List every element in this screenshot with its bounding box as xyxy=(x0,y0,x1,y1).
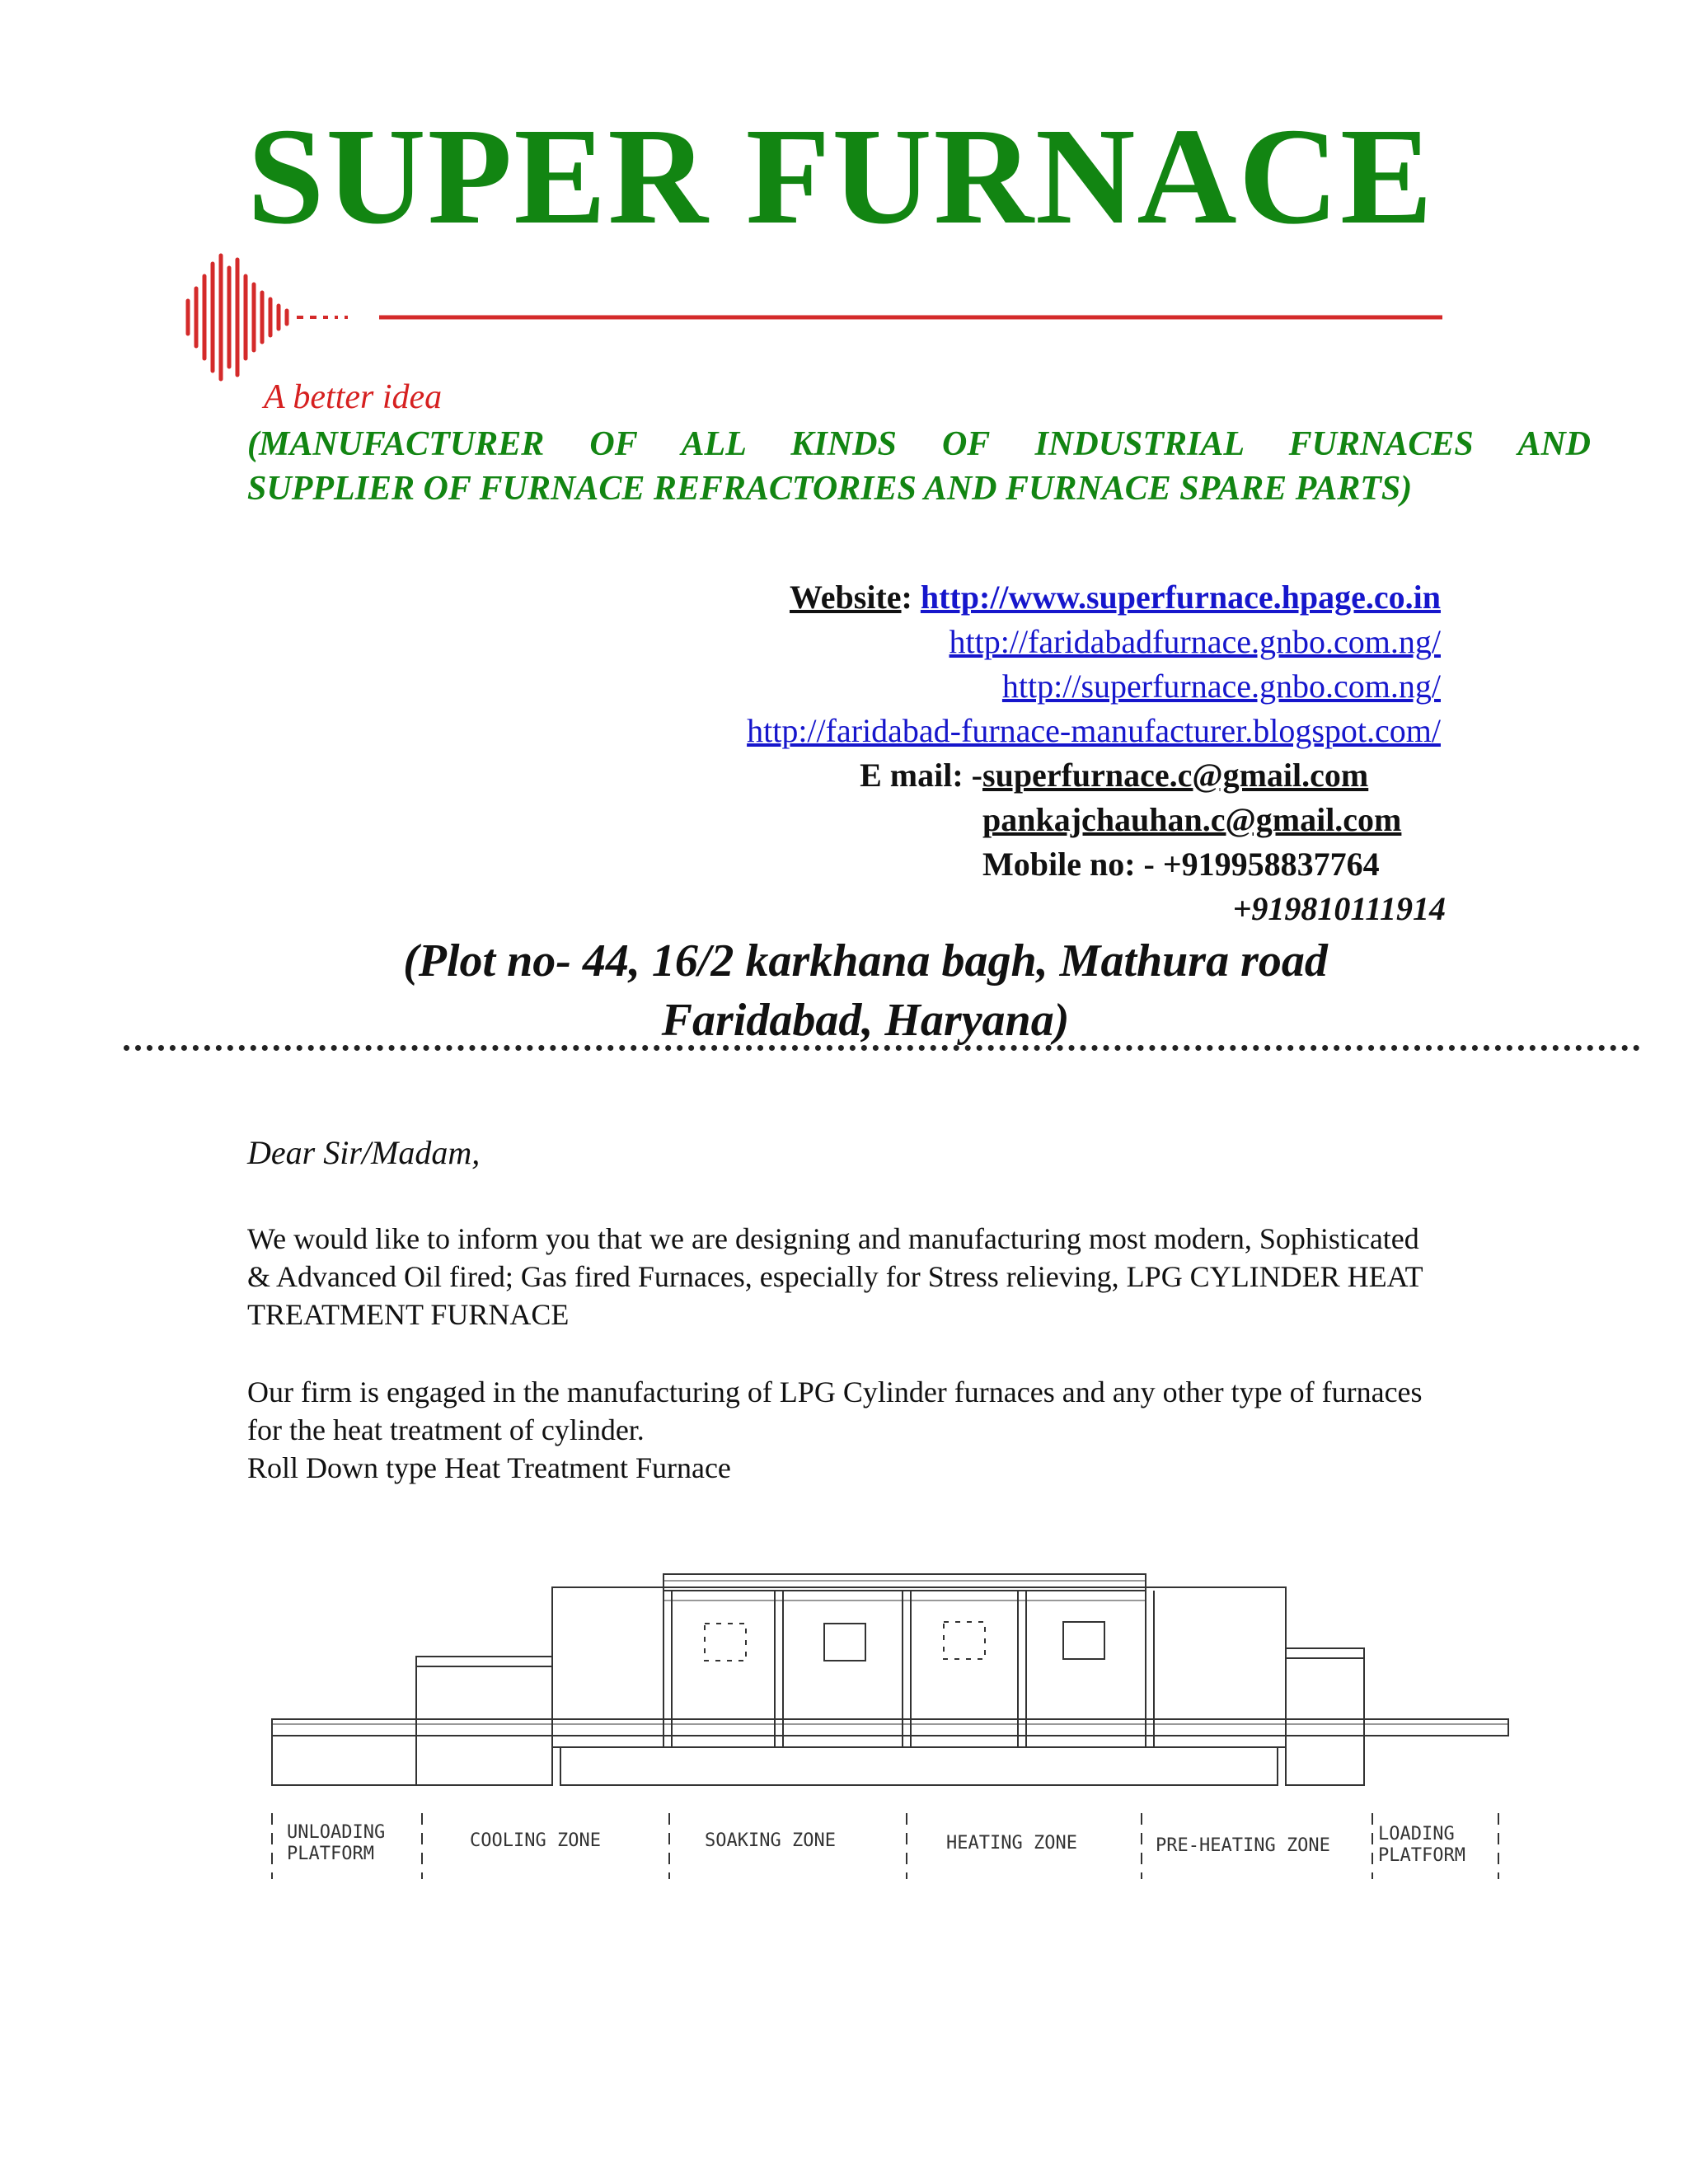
email-label: E mail: - xyxy=(860,757,982,794)
mobile-label: Mobile no: - xyxy=(982,846,1163,883)
website-link-1[interactable]: http://www.superfurnace.hpage.co.in xyxy=(920,579,1441,616)
zone-label-heating: HEATING ZONE xyxy=(946,1833,1077,1854)
zone-label-preheating: PRE-HEATING ZONE xyxy=(1156,1835,1330,1856)
paragraph-1-line-3: TREATMENT FURNACE xyxy=(247,1298,570,1331)
paragraph-2 xyxy=(247,1373,1591,1487)
furnace-outline xyxy=(272,1574,1508,1879)
email-2[interactable]: pankajchauhan.c@gmail.com xyxy=(982,801,1402,838)
address xyxy=(0,931,1688,1050)
mobile-row xyxy=(982,842,1401,887)
contact-block xyxy=(747,575,1441,753)
website-row xyxy=(747,575,1441,620)
emails-block xyxy=(982,753,1401,887)
mobile-2: +919810111914 xyxy=(1232,890,1446,927)
website-label: Website xyxy=(789,579,902,616)
paragraph-1-line-1: We would like to inform you that we are designing and manufacturing most modern, Sophisticated xyxy=(247,1222,1419,1255)
zone-label-cooling: COOLING ZONE xyxy=(470,1830,601,1851)
furnace-diagram xyxy=(247,1533,1533,1896)
company-title: SUPER FURNACE xyxy=(247,100,1435,253)
dotted-divider xyxy=(124,1045,1640,1051)
address-line-1: (Plot no- 44, 16/2 karkhana bagh, Mathura road xyxy=(403,935,1328,987)
mobile-1: +919958837764 xyxy=(1162,846,1380,883)
soundwave-logo-icon xyxy=(181,251,1451,383)
zone-label-unloading-1: UNLOADING xyxy=(287,1822,386,1843)
zone-label-loading-1: LOADING xyxy=(1378,1824,1455,1844)
paragraph-2-line-1: Our firm is engaged in the manufacturing of LPG Cylinder furnaces and any other type of furnaces xyxy=(247,1376,1423,1408)
website-link-2[interactable]: http://faridabadfurnace.gnbo.com.ng/ xyxy=(949,623,1441,660)
paragraph-1-line-2: & Advanced Oil fired; Gas fired Furnaces, especially for Stress relieving, LPG CYLINDER HEAT xyxy=(247,1260,1423,1293)
paragraph-2-line-3: Roll Down type Heat Treatment Furnace xyxy=(247,1451,731,1484)
manufacturer-line-2: SUPPLIER OF FURNACE REFRACTORIES AND FURNACE SPARE PARTS) xyxy=(247,470,1413,508)
tagline: A better idea xyxy=(264,378,443,416)
manufacturer-line-1: (MANUFACTURER OF ALL KINDS OF INDUSTRIAL FURNACES AND xyxy=(247,425,1591,463)
address-line-2: Faridabad, Haryana) xyxy=(661,995,1070,1046)
website-link-4[interactable]: http://faridabad-furnace-manufacturer.blogspot.com/ xyxy=(747,712,1441,749)
salutation: Dear Sir/Madam, xyxy=(247,1134,481,1171)
website-colon: : xyxy=(901,579,912,616)
zone-label-soaking: SOAKING ZONE xyxy=(705,1830,836,1851)
email-1[interactable]: superfurnace.c@gmail.com xyxy=(982,757,1369,794)
zone-label-unloading-2: PLATFORM xyxy=(287,1844,374,1864)
manufacturer-statement xyxy=(247,422,1591,511)
website-link-3[interactable]: http://superfurnace.gnbo.com.ng/ xyxy=(1001,668,1441,705)
zone-label-loading-2: PLATFORM xyxy=(1378,1845,1465,1866)
paragraph-1 xyxy=(247,1220,1591,1333)
paragraph-2-line-2: for the heat treatment of cylinder. xyxy=(247,1413,645,1446)
